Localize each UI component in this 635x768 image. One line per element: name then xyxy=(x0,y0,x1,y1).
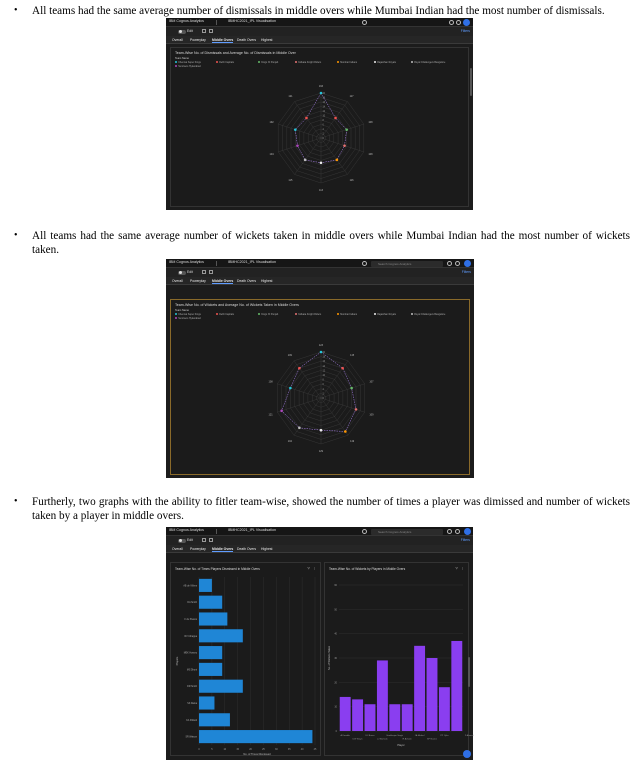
bar xyxy=(439,687,450,731)
radar-point-label: 113 xyxy=(319,189,323,192)
edit-toggle[interactable] xyxy=(178,30,186,34)
paragraph-3 xyxy=(14,495,630,523)
y-tick-label: SR Watson xyxy=(185,736,197,739)
radar-point-label: 109 xyxy=(287,354,292,358)
x-tick-label: JA Morkel xyxy=(414,735,425,737)
y-tick-label: 40 xyxy=(334,632,337,636)
radar-point-label: 107 xyxy=(369,380,374,384)
legend-label: Delhi Capitals xyxy=(219,313,234,316)
tab-overall[interactable]: Overall xyxy=(172,37,183,42)
x-tick-label: 35 xyxy=(287,748,291,751)
tab-middle-overs[interactable]: Middle Overs xyxy=(212,278,234,283)
x-tick-label: 30 xyxy=(274,748,278,751)
brand-name: IBM Cognos Analytics xyxy=(169,19,204,23)
edit-toggle[interactable] xyxy=(178,271,186,275)
radar-point xyxy=(304,159,307,162)
tab-powerplay[interactable]: Powerplay xyxy=(190,546,206,551)
radar-point xyxy=(334,117,337,120)
x-tick-label: Z Ahmed xyxy=(464,735,474,737)
tab-powerplay[interactable]: Powerplay xyxy=(190,278,206,283)
scrollbar[interactable] xyxy=(468,657,470,687)
screenshot-wickets-radar xyxy=(166,259,474,478)
radial-tick-label: 0 xyxy=(322,398,324,400)
x-tick-label: 5 xyxy=(211,748,213,751)
legend-label: Chennai Super Kings xyxy=(178,313,201,316)
bar xyxy=(199,680,243,693)
bar xyxy=(199,646,222,659)
toolbar xyxy=(166,536,473,545)
filter-icon[interactable]: ▽ xyxy=(455,566,458,570)
chart-title: Team-Wise No. of Wickets and Average No. of Wickets Taken in Middle Overs xyxy=(175,303,299,307)
redo-icon[interactable] xyxy=(209,29,213,33)
notification-icon[interactable] xyxy=(447,261,452,266)
radar-spoke xyxy=(295,138,321,174)
radar-point-label: 116 xyxy=(349,179,354,183)
radial-tick-label: 6 xyxy=(322,384,324,387)
bar xyxy=(414,646,425,731)
y-axis-label: Players xyxy=(176,656,179,666)
screenshot-dismissals-radar xyxy=(166,18,473,210)
x-tick-label: 10 xyxy=(223,748,227,751)
tab-bar xyxy=(166,277,474,285)
bar xyxy=(199,596,222,609)
dismissed-bar-panel xyxy=(170,562,321,756)
radar-point xyxy=(345,128,348,131)
paragraph-2 xyxy=(14,229,630,257)
radial-tick-label: 16 xyxy=(322,361,326,364)
y-tick-label: MEK Hussey xyxy=(183,652,197,655)
filter-icon[interactable]: ▽ xyxy=(307,566,310,570)
y-axis-label: No. of Wickets Taken xyxy=(328,645,331,671)
bullet-2: • xyxy=(14,230,18,241)
radar-point xyxy=(341,367,344,370)
radar-point-label: 192 xyxy=(269,120,274,124)
radial-tick-label: 12 xyxy=(322,370,326,373)
notification-icon[interactable] xyxy=(449,20,454,25)
notification-icon[interactable] xyxy=(447,529,452,534)
paragraph-1 xyxy=(14,4,630,18)
x-tick-label: DJ Bravo xyxy=(365,735,375,737)
x-tick-label: 20 xyxy=(249,748,252,751)
redo-icon[interactable] xyxy=(209,538,213,542)
radar-point xyxy=(296,144,299,147)
legend-label: Chennai Super Kings xyxy=(178,61,201,64)
radar-series-line xyxy=(282,352,356,432)
y-tick-label: 30 xyxy=(334,657,337,660)
brand-name: IBM Cognos Analytics xyxy=(169,260,204,264)
search-input[interactable]: Search Cognos Analytics xyxy=(371,261,443,267)
legend-label: Rajasthan Royals xyxy=(377,313,396,316)
radial-tick-label: 14 xyxy=(322,106,326,109)
bar xyxy=(377,660,388,731)
bar xyxy=(451,641,462,731)
tab-highest[interactable]: Highest xyxy=(261,37,273,42)
tab-overall[interactable]: Overall xyxy=(172,546,183,551)
radar-point-label: 119 xyxy=(350,439,355,443)
horizontal-bar-chart xyxy=(171,563,322,757)
radar-point xyxy=(343,144,346,147)
y-tick-label: 50 xyxy=(334,608,337,612)
undo-icon[interactable] xyxy=(202,538,206,542)
tab-powerplay[interactable]: Powerplay xyxy=(190,37,206,42)
x-tick-label: DW Steyn xyxy=(352,738,363,741)
radar-point-label: 104 xyxy=(287,439,292,443)
tab-highest[interactable]: Highest xyxy=(261,546,273,551)
legend-label: Sunrisers Hyderabad xyxy=(178,65,201,68)
x-tick-label: Harbhajan Singh xyxy=(386,735,403,737)
edit-label: Edit xyxy=(187,270,193,274)
radar-point xyxy=(298,426,301,429)
radar-chart xyxy=(171,300,471,476)
search-input[interactable]: Search Cognos Analytics xyxy=(371,529,443,535)
top-bar xyxy=(166,259,474,268)
radar-point xyxy=(355,408,358,411)
radial-tick-label: 20 xyxy=(322,352,326,354)
filters-link[interactable]: Filters xyxy=(460,538,470,542)
bar xyxy=(199,629,243,642)
radar-chart xyxy=(171,48,470,208)
vertical-bar-chart xyxy=(325,563,474,757)
legend-label: Royal Challengers Bangalore xyxy=(414,61,446,64)
bar xyxy=(199,713,230,726)
radial-tick-label: 6 xyxy=(322,124,324,127)
bar xyxy=(199,612,227,625)
edit-toggle[interactable] xyxy=(178,539,186,543)
avatar[interactable] xyxy=(464,528,471,535)
radar-spoke xyxy=(295,102,321,138)
bar xyxy=(389,704,400,731)
radar-point xyxy=(289,387,292,390)
assistant-button[interactable] xyxy=(463,750,471,758)
radar-point-label: 109 xyxy=(369,413,374,417)
help-icon[interactable] xyxy=(362,261,367,266)
help-icon[interactable] xyxy=(362,20,367,25)
radar-point xyxy=(280,409,283,412)
paragraph-1-text: All teams had the same average number of dismissals in middle overs while Mumbai Indian had the most number of dismissals. xyxy=(32,5,605,17)
y-tick-label: DR Smith xyxy=(187,686,197,689)
radial-tick-label: 2 xyxy=(322,393,324,396)
avatar[interactable] xyxy=(463,19,470,26)
bar xyxy=(199,663,222,676)
toolbar xyxy=(166,268,474,277)
radial-tick-label: 2 xyxy=(322,133,324,136)
radar-point-label: 123 xyxy=(318,344,324,347)
y-tick-label: SK Raina xyxy=(187,703,197,705)
radar-point xyxy=(320,161,323,164)
radar-panel xyxy=(170,299,470,475)
radial-tick-label: 18 xyxy=(322,97,326,100)
radial-tick-label: 10 xyxy=(322,375,326,377)
radial-tick-label: 4 xyxy=(322,388,324,391)
radial-tick-label: 18 xyxy=(322,356,326,359)
radar-point xyxy=(320,351,323,354)
radial-tick-label: 16 xyxy=(322,102,326,104)
radar-point xyxy=(336,159,339,162)
radial-tick-label: 4 xyxy=(322,129,324,131)
legend-label: Kings XI Punjab xyxy=(261,61,279,64)
bar xyxy=(199,696,214,709)
tab-overall[interactable]: Overall xyxy=(172,278,183,283)
y-tick-label: AB de Villiers xyxy=(183,585,197,588)
radial-tick-label: 20 xyxy=(322,93,326,95)
radar-point-label: 121 xyxy=(268,413,273,417)
radar-point xyxy=(305,117,308,120)
radar-point-label: 108 xyxy=(368,153,373,157)
radial-tick-label: 14 xyxy=(322,365,326,368)
radial-tick-label: 8 xyxy=(322,379,324,382)
radar-point-label: 129 xyxy=(318,450,324,453)
y-tick-label: 20 xyxy=(334,681,337,685)
bar xyxy=(199,730,312,743)
settings-icon[interactable] xyxy=(455,261,460,266)
settings-icon[interactable] xyxy=(455,529,460,534)
y-tick-label: MS Dhoni xyxy=(186,669,197,672)
tab-middle-overs[interactable]: Middle Overs xyxy=(212,546,234,551)
radar-spoke xyxy=(321,138,347,174)
more-icon[interactable]: ⋮ xyxy=(460,566,464,570)
filters-link[interactable]: Filters xyxy=(460,29,470,33)
x-tick-label: 45 xyxy=(313,748,317,751)
radar-point xyxy=(294,128,297,131)
legend-title: Team Name xyxy=(175,57,189,60)
paragraph-2-text: All teams had the same average number of wickets taken in middle overs while Mumbai Indian had the most number of wickets taken. xyxy=(32,230,630,256)
radar-point-label: 104 xyxy=(269,153,274,157)
top-bar xyxy=(166,527,473,536)
tab-death-overs[interactable]: Death Overs xyxy=(237,278,257,283)
bar xyxy=(365,704,376,731)
tab-middle-overs[interactable]: Middle Overs xyxy=(212,37,234,42)
brand-name: IBM Cognos Analytics xyxy=(169,528,204,532)
x-tick-label: 25 xyxy=(262,748,265,751)
radial-tick-label: 8 xyxy=(322,120,324,122)
radar-point-label: 115 xyxy=(350,354,355,358)
radar-point xyxy=(350,387,353,390)
wickets-bar-panel xyxy=(324,562,474,756)
x-tick-label: R Ashwin xyxy=(402,738,412,741)
y-tick-label: RV Uthappa xyxy=(184,635,197,638)
chart-title: Team-Wise No. of Times Players Dismissed in Middle Overs xyxy=(175,567,260,571)
help-icon[interactable] xyxy=(362,529,367,534)
radial-tick-label: 12 xyxy=(322,111,326,113)
legend-label: Kolkata Knight Riders xyxy=(298,61,322,64)
radar-point xyxy=(320,92,323,95)
radar-point xyxy=(320,429,323,432)
y-tick-label: F du Plessis xyxy=(184,619,197,621)
bar xyxy=(402,704,413,731)
x-tick-label: A Kumble xyxy=(340,735,350,737)
tab-highest[interactable]: Highest xyxy=(261,278,273,283)
legend-label: Rajasthan Royals xyxy=(377,61,396,64)
x-tick-label: SP Narine xyxy=(427,738,437,741)
legend-title: Team Name xyxy=(175,309,189,312)
bullet-1: • xyxy=(14,5,18,16)
radar-point-label: 108 xyxy=(268,380,273,384)
avatar[interactable] xyxy=(464,260,471,267)
radial-tick-label: 0 xyxy=(322,138,324,140)
legend-label: Kolkata Knight Riders xyxy=(298,313,322,316)
tab-bar xyxy=(166,36,473,44)
edit-label: Edit xyxy=(187,29,193,33)
radial-tick-label: 10 xyxy=(322,115,326,118)
undo-icon[interactable] xyxy=(202,270,206,274)
chart-title: Team-Wise No. of Wickets by Players in Middle Overs xyxy=(329,567,406,571)
x-tick-label: JJ Bumrah xyxy=(377,738,388,741)
radar-panel xyxy=(170,47,469,207)
radar-point-label: 193 xyxy=(318,85,324,88)
radar-point-label: 115 xyxy=(288,179,293,183)
tab-death-overs[interactable]: Death Overs xyxy=(237,546,257,551)
x-tick-label: PP Ojha xyxy=(440,735,449,737)
chart-title: Team-Wise No. of Dismissals and Average No. of Dismissals in Middle Over xyxy=(175,51,296,55)
bar xyxy=(340,697,351,731)
radar-spoke xyxy=(321,398,348,435)
bullet-3: • xyxy=(14,496,18,507)
legend-label: Mumbai Indians xyxy=(340,313,358,316)
legend-label: Sunrisers Hyderabad xyxy=(178,317,201,320)
tab-death-overs[interactable]: Death Overs xyxy=(237,37,257,42)
bar xyxy=(427,658,438,731)
edit-label: Edit xyxy=(187,538,193,542)
more-icon[interactable]: ⋮ xyxy=(312,566,316,570)
paragraph-3-text: Furtherly, two graphs with the ability to fitler team-wise, showed the number of times a player was dimissed and number of wickets taken by a player in middle overs. xyxy=(32,496,630,522)
y-tick-label: KA Pollard xyxy=(186,719,197,722)
top-bar xyxy=(166,18,473,27)
x-tick-label: 15 xyxy=(236,748,240,751)
radar-point-label: 117 xyxy=(349,94,354,98)
radar-spoke xyxy=(294,361,321,398)
y-tick-label: 10 xyxy=(334,705,337,709)
radar-point-label: 108 xyxy=(368,120,373,124)
radar-point-label: 121 xyxy=(288,94,293,98)
x-tick-label: 40 xyxy=(300,748,304,751)
file-name[interactable]: IBMHC2021_IPL Visualisation xyxy=(228,528,276,533)
settings-icon[interactable] xyxy=(456,20,461,25)
bar xyxy=(352,699,363,731)
tab-bar xyxy=(166,545,473,553)
y-tick-label: 0 xyxy=(335,730,337,733)
legend-label: Royal Challengers Bangalore xyxy=(414,313,446,316)
radar-point xyxy=(344,430,347,433)
x-axis-label: Player xyxy=(397,744,405,747)
legend-label: Mumbai Indians xyxy=(340,61,358,64)
bar xyxy=(199,579,212,592)
y-tick-label: 60 xyxy=(334,584,337,587)
undo-icon[interactable] xyxy=(202,29,206,33)
filters-link[interactable]: Filters xyxy=(461,270,471,274)
x-tick-label: 0 xyxy=(198,748,200,751)
file-name[interactable]: IBMHC2021_IPL Visualisation xyxy=(228,19,276,24)
screenshot-player-bars xyxy=(166,527,473,760)
scrollbar[interactable] xyxy=(470,68,472,96)
legend-label: Kings XI Punjab xyxy=(261,313,279,316)
file-name[interactable]: IBMHC2021_IPL Visualisation xyxy=(228,260,276,265)
radar-point xyxy=(298,367,301,370)
redo-icon[interactable] xyxy=(209,270,213,274)
x-axis-label: No. of Times Dismissed xyxy=(243,753,271,756)
toolbar xyxy=(166,27,473,36)
y-tick-label: DA Smith xyxy=(187,602,197,605)
legend-label: Delhi Capitals xyxy=(219,61,234,64)
